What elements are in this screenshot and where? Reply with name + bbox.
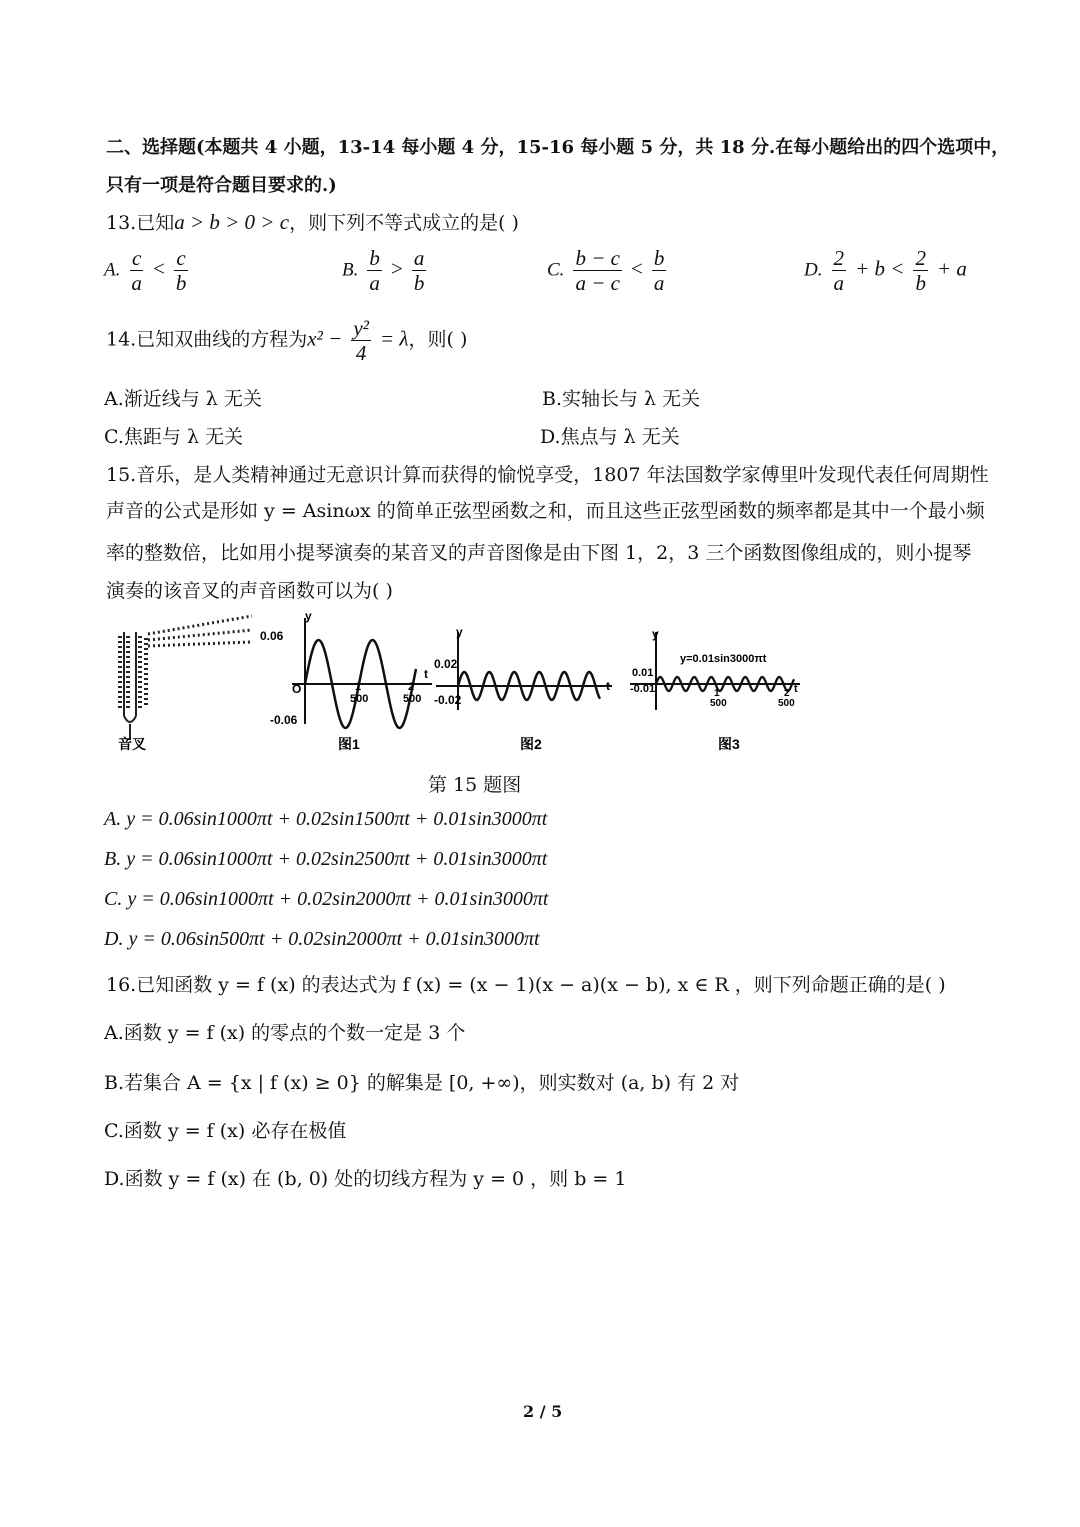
figure-2-graph — [434, 625, 612, 752]
q16-option-a[interactable]: A.函数 y = f (x) 的零点的个数一定是 3 个 — [104, 1022, 466, 1044]
q15-stem-line4: 演奏的该音叉的声音函数可以为( ) — [106, 580, 393, 602]
svg-text:0.06: 0.06 — [260, 629, 284, 643]
q16-option-d[interactable]: D.函数 y = f (x) 在 (b, 0) 处的切线方程为 y = 0 ，则 b = 1 — [104, 1168, 627, 1190]
svg-text:1: 1 — [714, 688, 720, 699]
fork-label: 音叉 — [118, 736, 146, 752]
q15-stem-line1: 15.音乐，是人类精神通过无意识计算而获得的愉悦享受，1807 年法国数学家傅里叶发现代表任何周期性 — [106, 464, 989, 486]
svg-text:2: 2 — [784, 688, 790, 699]
q14-option-b[interactable]: B.实轴长与 λ 无关 — [542, 388, 701, 410]
q15-option-b[interactable]: B. y = 0.06sin1000πt + 0.02sin2500πt + 0.01sin3000πt — [104, 848, 548, 870]
q15-option-d[interactable]: D. y = 0.06sin500πt + 0.02sin2000πt + 0.01sin3000πt — [104, 928, 540, 950]
figure-3-graph — [630, 627, 800, 752]
svg-text:0.02: 0.02 — [434, 657, 458, 671]
svg-text:y: y — [456, 625, 463, 639]
svg-text:-0.02: -0.02 — [434, 693, 462, 707]
tuning-fork-icon — [120, 616, 252, 740]
q14-stem: 14.已知双曲线的方程为x² − $\frac{\text{y²}}{4}$ = λ，则( ) — [106, 316, 468, 365]
figure-3-caption: 图3 — [718, 736, 740, 752]
q13-option-a[interactable]: A. $\frac{c}{a}$ < $\frac{c}{b}$ — [104, 246, 187, 295]
q13-option-b[interactable]: B. $\frac{b}{a}$ > $\frac{a}{b}$ — [342, 246, 425, 295]
svg-text:500: 500 — [403, 693, 422, 705]
svg-text:2: 2 — [408, 681, 415, 693]
svg-text:-0.06: -0.06 — [270, 713, 298, 727]
q14-option-d[interactable]: D.焦点与 λ 无关 — [540, 426, 680, 448]
q14-option-c[interactable]: C.焦距与 λ 无关 — [104, 426, 244, 448]
svg-text:0.01: 0.01 — [632, 667, 654, 679]
svg-text:t: t — [424, 667, 428, 681]
svg-text:-0.01: -0.01 — [630, 683, 656, 695]
q13-option-c[interactable]: C. $\frac{b - c}{a - c}$ < $\frac{b}{a}$ — [547, 246, 665, 295]
page-number: 2 / 5 — [523, 1402, 563, 1421]
q15-option-c[interactable]: C. y = 0.06sin1000πt + 0.02sin2000πt + 0.01sin3000πt — [104, 888, 549, 910]
svg-text:500: 500 — [710, 698, 727, 709]
svg-text:y=0.01sin3000πt: y=0.01sin3000πt — [680, 653, 767, 665]
q13-stem: 13.已知a > b > 0 > c，则下列不等式成立的是( ) — [106, 210, 519, 234]
svg-text:t: t — [606, 679, 610, 693]
q15-option-a[interactable]: A. y = 0.06sin1000πt + 0.02sin1500πt + 0.01sin3000πt — [104, 808, 548, 830]
q15-figure — [100, 606, 810, 756]
figure-caption: 第 15 题图 — [428, 774, 522, 796]
figure-1-caption: 图1 — [338, 736, 360, 752]
svg-text:O: O — [292, 682, 302, 696]
q16-stem: 16.已知函数 y = f (x) 的表达式为 f (x) = (x − 1)(x − a)(x − b), x ∈ R ，则下列命题正确的是( ) — [106, 974, 946, 996]
svg-text:y: y — [305, 609, 312, 623]
q15-stem-line3: 率的整数倍，比如用小提琴演奏的某音叉的声音图像是由下图 1，2，3 三个函数图像组成的，则小提琴 — [106, 542, 972, 564]
svg-text:500: 500 — [778, 698, 795, 709]
svg-text:t: t — [794, 683, 798, 695]
figure-2-caption: 图2 — [520, 736, 542, 752]
figure-1-graph — [260, 609, 432, 752]
q16-option-c[interactable]: C.函数 y = f (x) 必存在极值 — [104, 1120, 347, 1142]
section-heading-line2: 只有一项是符合题目要求的.) — [106, 175, 337, 196]
svg-text:1: 1 — [355, 681, 362, 693]
q14-option-a[interactable]: A.渐近线与 λ 无关 — [104, 388, 262, 410]
section-heading-line1: 二、选择题(本题共 4 小题，13-14 每小题 4 分，15-16 每小题 5 分，共 18 分.在每小题给出的四个选项中， — [106, 137, 1010, 158]
q13-option-d[interactable]: D. $\frac{2}{a}$ + b < $\frac{2}{b}$ + a — [804, 246, 967, 295]
svg-text:500: 500 — [350, 693, 369, 705]
q15-stem-line2: 声音的公式是形如 y = Asinωx 的简单正弦型函数之和，而且这些正弦型函数的频率都是其中一个最小频 — [106, 500, 985, 522]
svg-text:y: y — [652, 627, 659, 641]
q16-option-b[interactable]: B.若集合 A = {x | f (x) ≥ 0} 的解集是 [0, +∞)，则实数对 (a, b) 有 2 对 — [104, 1072, 740, 1094]
